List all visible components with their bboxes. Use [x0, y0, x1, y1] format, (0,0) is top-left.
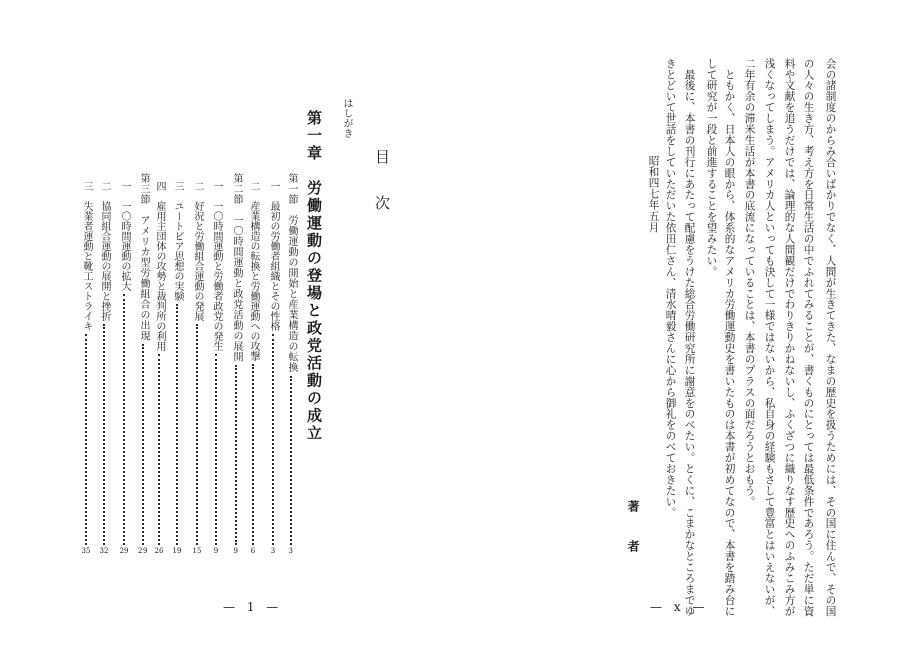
right-page-number: — x — [650, 600, 709, 614]
toc-item [98, 181, 110, 555]
toc-label: 二 産業構造の転換と労働運動への攻撃 [248, 181, 259, 361]
toc-section [285, 173, 297, 555]
toc-label: 二 協同組合運動の展開と挫折 [99, 181, 110, 321]
dotted-leader [196, 324, 198, 545]
dotted-leader [272, 334, 274, 545]
dotted-leader [176, 304, 178, 545]
toc-page-number: 29 [138, 547, 148, 555]
toc-page-number: 3 [288, 547, 294, 555]
toc-label: 一 一〇時間運動と労働者政党の発生 [211, 181, 222, 351]
preface-line: して研究が一段と前進することを望みたい。 [705, 58, 718, 277]
preface-author: 著 者 [626, 500, 640, 560]
toc-item [80, 181, 92, 555]
toc-item [247, 181, 259, 555]
toc-label: 第一節 労働運動の開始と産業構造の転換 [286, 173, 297, 373]
dotted-leader [158, 354, 160, 545]
dotted-leader [252, 364, 254, 545]
toc-page-number: 9 [233, 547, 239, 555]
toc-page-number: 3 [270, 547, 276, 555]
dotted-leader [103, 324, 105, 545]
toc-title: 目 次 [373, 149, 391, 218]
dotted-leader [123, 294, 125, 545]
toc-item [267, 181, 279, 555]
preface-line: 料や文献を追うだけでは、論理的な人間観だけでわりきりかねないし、ふくざつに織りなす歴史へのふみこみ方が [783, 58, 796, 617]
preface-line: 浅くなってしまう。アメリカ人といっても決して一様ではないから、私自身の経験もさして豊富とはいえないが、 [763, 58, 776, 617]
preface-line: 会の諸制度のからみ合いばかりでなく、人間が生きてきた、なまの歴史を扱うためには、その国に住んで、その国 [824, 58, 837, 617]
preface-entry: はしがき [341, 98, 352, 138]
dotted-leader [85, 334, 87, 545]
dotted-leader [290, 376, 292, 546]
dotted-leader [235, 365, 237, 545]
toc-label: 四 雇用主団体の攻勢と裁判所の利用 [154, 181, 165, 351]
toc-label: 第三節 アメリカ型労働組合の出現 [138, 173, 149, 341]
toc-page-number: 6 [250, 547, 256, 555]
dotted-leader [215, 354, 217, 545]
toc-item [191, 181, 203, 555]
dotted-leader [142, 344, 144, 545]
preface-line: ともかく、日本人の眼から、体系的なアメリカ労働運動史を書いたものは本書が初めてなので、本書を踏み台に [723, 58, 736, 617]
toc-page-number: 35 [81, 547, 91, 555]
toc-item [210, 181, 222, 555]
preface-line: の人々の生き方、考え方を日常生活の中でふれてみることが、書くものにとっては最低条件であろう。ただ単に資 [802, 58, 815, 617]
toc-label: 一 最初の労働者組織とその性格 [268, 181, 279, 331]
toc-page-number: 19 [172, 547, 182, 555]
toc-item [153, 181, 165, 555]
left-page-number: — 1 — [223, 600, 283, 614]
toc-page-number: 26 [154, 547, 164, 555]
toc-page-number: 15 [192, 547, 202, 555]
toc-section [137, 173, 149, 555]
toc-item [118, 181, 130, 555]
toc-page-number: 9 [213, 547, 219, 555]
chapter-heading: 第一章 労働運動の登場と政党活動の成立 [305, 110, 323, 443]
preface-line: 二年有余の滞米生活が本書の底流になっていることは、本書のプラスの面だろうとおもう。 [743, 58, 756, 507]
toc-label: 二 好況と労働組合運動の発展 [192, 181, 203, 321]
toc-label: 三 失業者運動と靴工ストライキ [81, 181, 92, 331]
toc-page-number: 29 [119, 547, 129, 555]
preface-line: きとどいて世話をしていただいた依田仁さん、清水晴毅さんに心から御礼をのべておきたい。 [664, 58, 677, 518]
preface-line: 最後に、本書の刊行にあたって配慮をうけた総合労働研究所に謝意をのべたい。とくに、こまかなところまでゆ [683, 58, 696, 617]
toc-section [230, 173, 242, 555]
preface-date: 昭和四七年五月 [647, 155, 660, 233]
toc-label: 一 一〇時間運動の拡大 [119, 181, 130, 291]
toc-page-number: 32 [99, 547, 109, 555]
toc-label: 三 ユートピア思想の実験 [172, 181, 183, 301]
toc-label: 第二節 一〇時間運動と政党活動の展開 [231, 173, 242, 362]
toc-item [171, 181, 183, 555]
